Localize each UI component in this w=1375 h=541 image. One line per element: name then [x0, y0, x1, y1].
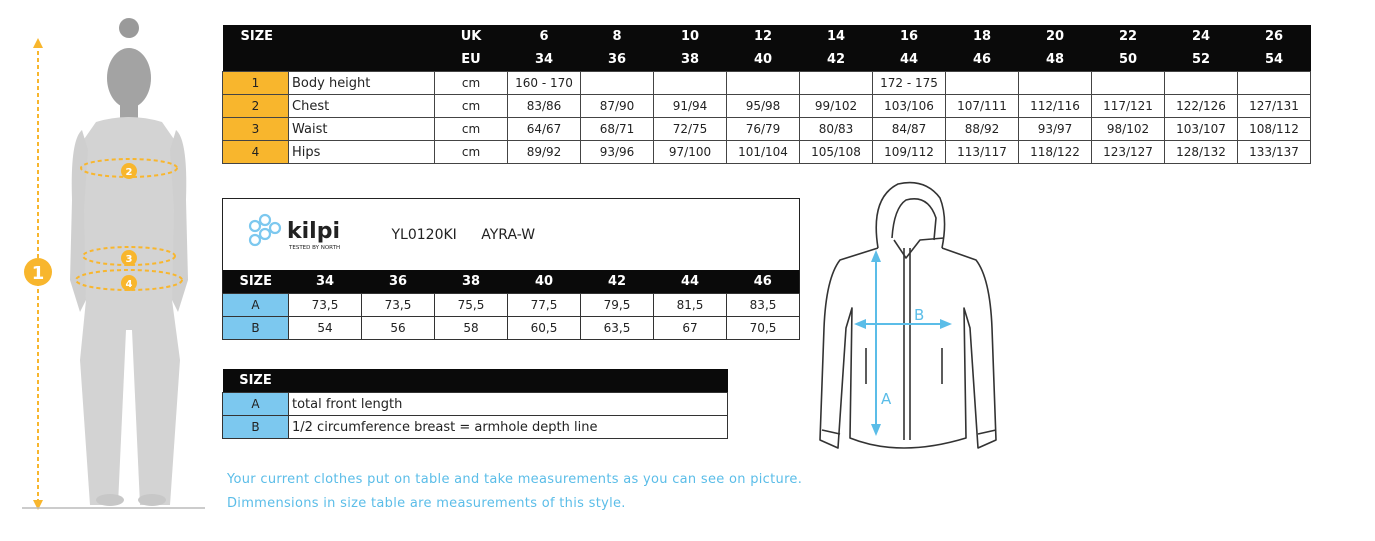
svg-text:4: 4	[125, 279, 133, 290]
size-header: SIZE	[223, 369, 289, 393]
measure-cell	[1165, 72, 1238, 95]
svg-text:3: 3	[125, 254, 133, 265]
eu-size: 36	[581, 48, 654, 72]
uk-label: UK	[435, 25, 508, 48]
measure-cell: 97/100	[654, 141, 727, 164]
svg-text:1: 1	[31, 263, 45, 284]
garment-cell: 70,5	[727, 317, 800, 340]
eu-header-row	[223, 48, 1311, 72]
measure-cell	[581, 72, 654, 95]
uk-size: 14	[800, 25, 873, 48]
garment-cell: 67	[654, 317, 727, 340]
unit: cm	[435, 95, 508, 118]
measure-cell: 127/131	[1238, 95, 1311, 118]
measure-name: Hips	[289, 141, 435, 164]
uk-size: 20	[1019, 25, 1092, 48]
legend-text: total front length	[289, 393, 728, 416]
measure-cell: 112/116	[1019, 95, 1092, 118]
garment-cell: 73,5	[289, 294, 362, 317]
legend-row	[223, 393, 728, 416]
garment-cell: 81,5	[654, 294, 727, 317]
eu-size: 54	[1238, 48, 1311, 72]
uk-size: 26	[1238, 25, 1311, 48]
measure-cell: 84/87	[873, 118, 946, 141]
garment-size-rows	[223, 294, 800, 340]
measure-cell: 93/97	[1019, 118, 1092, 141]
eu-size: 42	[800, 48, 873, 72]
garment-cell: 73,5	[362, 294, 435, 317]
measure-row	[223, 95, 1311, 118]
measure-cell: 95/98	[727, 95, 800, 118]
measure-row	[223, 141, 1311, 164]
garment-size: 42	[581, 270, 654, 294]
measure-cell: 122/126	[1165, 95, 1238, 118]
measure-cell: 88/92	[946, 118, 1019, 141]
svg-text:2: 2	[125, 167, 133, 178]
garment-cell: 54	[289, 317, 362, 340]
body-size-table	[222, 25, 1311, 164]
measure-cell: 93/96	[581, 141, 654, 164]
body-figure	[0, 0, 220, 520]
jacket-label-b: B	[914, 306, 925, 324]
measure-cell	[1092, 72, 1165, 95]
measure-row	[223, 118, 1311, 141]
svg-text:kilpi: kilpi	[287, 219, 341, 244]
measure-cell: 108/112	[1238, 118, 1311, 141]
product-code: YL0120KI	[391, 226, 457, 243]
garment-row	[223, 294, 800, 317]
measure-cell: 103/106	[873, 95, 946, 118]
measure-cell: 107/111	[946, 95, 1019, 118]
row-number: 4	[223, 141, 289, 164]
row-label: B	[223, 317, 289, 340]
measure-cell	[727, 72, 800, 95]
measure-cell: 103/107	[1165, 118, 1238, 141]
kilpi-logo	[243, 210, 353, 256]
uk-size: 12	[727, 25, 800, 48]
garment-cell: 60,5	[508, 317, 581, 340]
garment-size: 34	[289, 270, 362, 294]
uk-size: 24	[1165, 25, 1238, 48]
garment-size: 46	[727, 270, 800, 294]
garment-cell: 77,5	[508, 294, 581, 317]
legend-rows	[223, 393, 728, 439]
uk-header-row	[223, 25, 1311, 48]
garment-size-table	[222, 198, 800, 340]
eu-size: 50	[1092, 48, 1165, 72]
eu-size: 38	[654, 48, 727, 72]
jacket-diagram	[810, 178, 1010, 468]
brand-row	[223, 199, 800, 271]
garment-row	[223, 317, 800, 340]
measure-cell: 133/137	[1238, 141, 1311, 164]
measure-cell	[800, 72, 873, 95]
eu-size: 52	[1165, 48, 1238, 72]
marker-4	[121, 275, 137, 291]
uk-size: 22	[1092, 25, 1165, 48]
measure-cell: 160 - 170	[508, 72, 581, 95]
marker-1	[24, 258, 52, 286]
measure-cell: 123/127	[1092, 141, 1165, 164]
unit: cm	[435, 118, 508, 141]
legend-header-row	[223, 369, 728, 393]
measure-cell: 101/104	[727, 141, 800, 164]
row-number: 1	[223, 72, 289, 95]
uk-size: 10	[654, 25, 727, 48]
measure-cell	[1019, 72, 1092, 95]
marker-3	[121, 250, 137, 266]
eu-size: 34	[508, 48, 581, 72]
uk-size: 16	[873, 25, 946, 48]
note-dimensions: Dimmensions in size table are measurements of this style.	[227, 496, 626, 511]
measure-row	[223, 72, 1311, 95]
marker-2	[121, 163, 137, 179]
eu-size: 46	[946, 48, 1019, 72]
measure-cell	[1238, 72, 1311, 95]
measure-cell: 128/132	[1165, 141, 1238, 164]
uk-size: 8	[581, 25, 654, 48]
row-label: A	[223, 294, 289, 317]
garment-cell: 83,5	[727, 294, 800, 317]
garment-cell: 58	[435, 317, 508, 340]
measure-cell: 91/94	[654, 95, 727, 118]
unit: cm	[435, 72, 508, 95]
measure-cell: 68/71	[581, 118, 654, 141]
eu-size: 40	[727, 48, 800, 72]
measure-cell: 64/67	[508, 118, 581, 141]
measure-cell: 72/75	[654, 118, 727, 141]
garment-cell: 63,5	[581, 317, 654, 340]
svg-text:TESTED BY NORTH: TESTED BY NORTH	[289, 245, 341, 251]
measure-cell: 98/102	[1092, 118, 1165, 141]
garment-cell: 75,5	[435, 294, 508, 317]
eu-size: 44	[873, 48, 946, 72]
measure-cell: 80/83	[800, 118, 873, 141]
note-measure: Your current clothes put on table and take measurements as you can see on picture.	[227, 472, 803, 487]
measure-cell	[946, 72, 1019, 95]
size-header: SIZE	[223, 25, 435, 48]
garment-size: 40	[508, 270, 581, 294]
measure-cell	[654, 72, 727, 95]
row-number: 2	[223, 95, 289, 118]
size-header: SIZE	[223, 270, 289, 294]
jacket-label-a: A	[881, 390, 892, 408]
measure-name: Body height	[289, 72, 435, 95]
body-size-rows	[223, 72, 1311, 164]
garment-cell: 56	[362, 317, 435, 340]
product-name: AYRA-W	[481, 226, 536, 243]
measure-cell: 87/90	[581, 95, 654, 118]
eu-label: EU	[435, 48, 508, 72]
measure-name: Waist	[289, 118, 435, 141]
legend-table	[222, 369, 728, 439]
measure-cell: 83/86	[508, 95, 581, 118]
measure-cell: 89/92	[508, 141, 581, 164]
garment-size: 36	[362, 270, 435, 294]
legend-label: B	[223, 416, 289, 439]
legend-row	[223, 416, 728, 439]
unit: cm	[435, 141, 508, 164]
measure-cell: 109/112	[873, 141, 946, 164]
garment-size: 44	[654, 270, 727, 294]
garment-header-row	[223, 270, 800, 294]
measure-cell: 105/108	[800, 141, 873, 164]
eu-size: 48	[1019, 48, 1092, 72]
uk-size: 18	[946, 25, 1019, 48]
measure-name: Chest	[289, 95, 435, 118]
garment-size: 38	[435, 270, 508, 294]
measure-cell: 117/121	[1092, 95, 1165, 118]
measure-cell: 113/117	[946, 141, 1019, 164]
legend-text: 1/2 circumference breast = armhole depth line	[289, 416, 728, 439]
measure-cell: 99/102	[800, 95, 873, 118]
measure-cell: 76/79	[727, 118, 800, 141]
uk-size: 6	[508, 25, 581, 48]
measure-cell: 172 - 175	[873, 72, 946, 95]
measure-cell: 118/122	[1019, 141, 1092, 164]
garment-cell: 79,5	[581, 294, 654, 317]
legend-label: A	[223, 393, 289, 416]
row-number: 3	[223, 118, 289, 141]
